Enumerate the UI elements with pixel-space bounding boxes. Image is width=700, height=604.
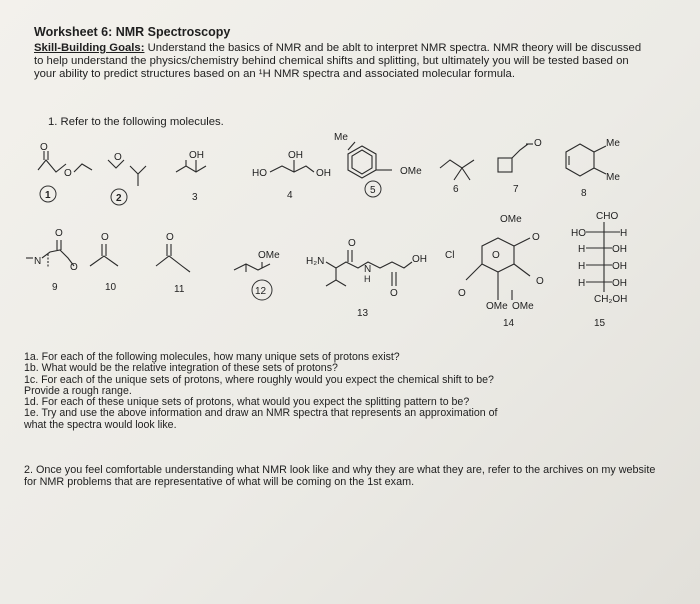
molecule-4 (252, 150, 331, 201)
atom-label: H (578, 261, 586, 272)
atom-label: OMe (400, 166, 422, 177)
subquestion-1c-cont: Provide a rough range. (24, 384, 132, 397)
subquestion-1a: 1a. For each of the following molecules, how many unique sets of protons exist? (24, 351, 400, 363)
question-2: 2. Once you feel comfortable understanding what NMR look like and why they are what they are, refer to the archives on my website for NMR problems that are representative of what will be coming on the 1st exam. (24, 464, 656, 488)
atom-label: O (101, 232, 109, 243)
atom-label: O (390, 288, 398, 299)
atom-label: OH (612, 278, 627, 289)
subquestion-1c: 1c. For each of the unique sets of protons, where roughly would you expect the chemical shift to be? (24, 373, 494, 386)
atom-label: O (492, 250, 500, 261)
atom-label: O (64, 168, 72, 179)
molecule-number: 4 (287, 190, 293, 201)
atom-label: Me (606, 138, 620, 149)
atom-label: H (364, 274, 371, 284)
subquestion-1e-cont: what the spectra would look like. (24, 418, 177, 431)
atom-label: O (534, 138, 542, 149)
molecule-number: 5 (370, 185, 376, 196)
molecule-number: 3 (192, 192, 198, 203)
molecule-12 (234, 250, 280, 300)
goals-label: Skill-Building Goals: (34, 42, 145, 54)
molecule-number: 2 (116, 193, 122, 204)
molecule-number: 10 (105, 282, 117, 293)
molecule-6 (440, 160, 474, 195)
atom-label: O (536, 276, 544, 287)
molecule-14 (445, 214, 544, 329)
atom-label: OMe (512, 301, 534, 312)
atom-label: H₂N (306, 256, 325, 267)
question-1-prompt: 1. Refer to the following molecules. (48, 116, 224, 128)
worksheet-title: Worksheet 6: NMR Spectroscopy (34, 25, 231, 39)
atom-label: O (166, 232, 174, 243)
molecule-number: 8 (581, 188, 587, 199)
atom-label: H (578, 278, 586, 289)
molecule-number: 1 (45, 190, 51, 201)
molecule-number: 12 (255, 286, 267, 297)
atom-label: O (55, 228, 63, 239)
atom-label: OH (189, 150, 204, 161)
atom-label: N (34, 256, 42, 267)
molecule-number: 15 (594, 318, 606, 329)
atom-label: OH (412, 254, 427, 265)
molecule-number: 13 (357, 308, 369, 319)
atom-label: OH (612, 244, 627, 255)
atom-label: OH (288, 150, 303, 161)
atom-label: CH₂OH (594, 294, 628, 305)
molecule-7 (498, 138, 542, 195)
atom-label: OMe (258, 250, 280, 261)
molecule-number: 14 (503, 318, 515, 329)
atom-label: H (620, 228, 628, 239)
atom-label: O (40, 142, 48, 153)
molecule-8 (566, 138, 620, 199)
atom-label: OH (612, 261, 627, 272)
atom-label: Cl (445, 250, 455, 261)
atom-label: H (578, 244, 586, 255)
atom-label: O (458, 288, 466, 299)
atom-label: O (70, 262, 78, 273)
atom-label: Me (334, 132, 348, 143)
molecule-number: 6 (453, 184, 459, 195)
atom-label: OMe (486, 301, 508, 312)
atom-label: HO (252, 168, 267, 179)
molecule-15 (571, 211, 627, 329)
atom-label: OMe (500, 214, 522, 225)
atom-label: O (114, 152, 122, 163)
molecule-2 (108, 152, 146, 205)
atom-label: HO (571, 228, 586, 239)
molecule-3 (176, 150, 206, 203)
atom-label: O (348, 238, 356, 249)
subquestion-1e: 1e. Try and use the above information and draw an NMR spectra that represents an approximation of (24, 407, 498, 420)
molecule-number: 9 (52, 282, 58, 293)
subquestion-1b: 1b. What would be the relative integration of these sets of protons? (24, 362, 338, 375)
molecule-11 (156, 232, 190, 295)
molecule-number: 11 (174, 284, 185, 295)
goals-text: Understand the basics of NMR and be ablt to interpret NMR spectra. NMR theory will be discussed to help understand the physics/chemistry behind chemical shifts and splitting, but ultimately you will be tested based on your ability to predict structures based on an ¹H NMR spectra and associated molecular formula. (34, 42, 642, 80)
atom-label: OH (316, 168, 331, 179)
question-1-subquestions (24, 352, 584, 431)
molecule-1 (38, 142, 92, 202)
atom-label: N (364, 264, 372, 275)
subquestion-1d: 1d. For each of these unique sets of protons, what would you expect the splitting pattern to be? (24, 396, 470, 409)
atom-label: CHO (596, 211, 619, 222)
molecule-10 (90, 232, 118, 293)
molecule-5 (334, 132, 422, 197)
molecule-9 (26, 228, 78, 293)
atom-label: O (532, 232, 540, 243)
molecule-13 (306, 238, 427, 319)
molecule-number: 7 (513, 184, 519, 195)
atom-label: Me (606, 172, 620, 183)
